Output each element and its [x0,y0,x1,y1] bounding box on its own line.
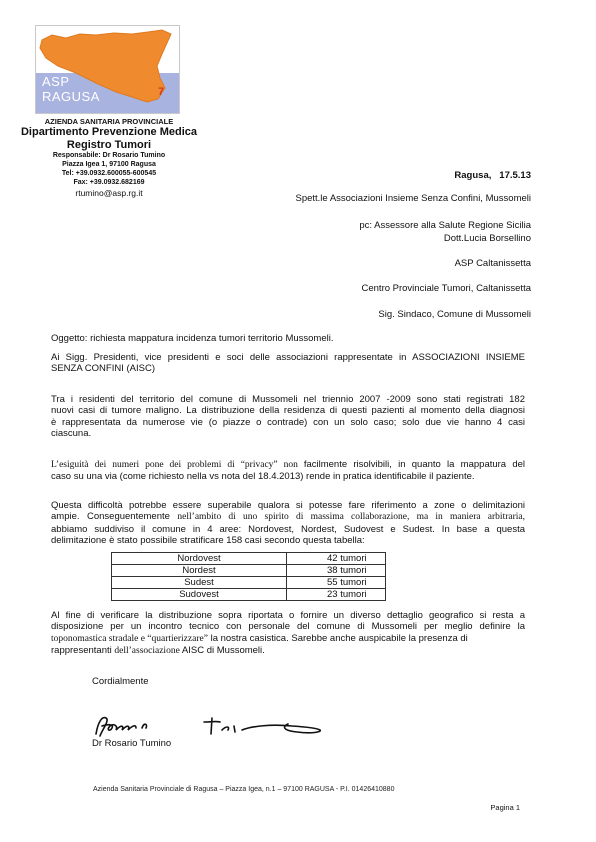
area-cell: Nordovest [112,553,287,565]
meeting-paragraph [51,610,525,657]
privacy-paragraph [51,459,525,483]
sans-text: AISC di Mussomeli. [179,644,265,656]
sans-text: facilmente risolvibili, in quanto la mappatura del [303,459,526,470]
address: Piazza Igea 1, 97100 Ragusa [62,161,156,168]
asp-logo [35,25,180,114]
fax: Fax: +39.0932.682169 [73,179,145,186]
text-line: abbiamo suddiviso il comune in 4 aree: Nordovest, Nordest, Sudovest e Sudest. In base a questa [51,523,525,535]
salutation-paragraph [51,352,525,375]
area-cell: Sudovest [112,589,287,601]
recipient-line: ASP Caltanissetta [454,258,531,269]
sans-text: la nostra casistica. Sarebbe anche auspicabile la presenza di [207,632,468,644]
table-row [112,565,386,577]
recipient-line: Spett.le Associazioni Insieme Senza Confini, Mussomeli [295,193,531,204]
serif-text: nell’ambito di uno spirito di massima collaborazione, ma in maniera arbitraria, [177,512,525,523]
text-line [51,645,525,657]
logo-asp-text: ASP [42,74,70,89]
text-line [51,459,525,471]
table-row [112,553,386,565]
serif-text: toponomastica stradale e “quartierizzare” [51,633,208,644]
closing-greeting: Cordialmente [92,676,149,687]
page-number: Pagina 1 [490,803,520,812]
recipient-line: Sig. Sindaco, Comune di Mussomeli [378,309,531,320]
responsible: Responsabile: Dr Rosario Tumino [52,152,166,159]
department-title: Dipartimento Prevenzione Medica [20,126,198,138]
count-cell: 42 tumori [287,553,386,565]
serif-text: dell’associazione [114,645,180,656]
table-row [112,589,386,601]
text-line: Ai Sigg. Presidenti, vice presidenti e soci delle associazioni rappresentate in ASSOCIAZIONI INSIEME [51,352,525,363]
date-place: Ragusa, [454,170,492,181]
text-line: ciascuna. [51,427,92,439]
count-cell: 55 tumori [287,577,386,589]
recipient-line: pc: Assessore alla Salute Regione Sicilia [359,220,531,231]
registry-title: Registro Tumori [66,139,152,151]
date-value: 17.5.13 [499,170,531,181]
incidence-paragraph [51,394,525,439]
logo-ragusa-text: RAGUSA [42,89,100,104]
text-line [51,633,525,645]
text-line: nuovi casi di tumore maligno. La distribuzione della residenza di questi pazienti al momento della diagnosi [51,405,525,417]
telephone: Tel: +39.0932.600055-600545 [61,170,157,177]
serif-text: L’esiguità dei numeri pone dei problemi di “privacy” non [51,460,304,470]
recipient-line: Centro Provinciale Tumori, Caltanissetta [361,283,531,294]
areas-paragraph [51,500,525,546]
signer-name: Dr Rosario Tumino [92,738,172,749]
org-type: AZIENDA SANITARIA PROVINCIALE [44,117,174,126]
subject-line: Oggetto: richiesta mappatura incidenza tumori territorio Mussomeli. [51,333,334,344]
letter-date [454,170,531,181]
tumor-area-table [111,552,386,601]
text-line: disposizione per un incontro tecnico con personale del comune di Mussomeli per meglio definire la [51,621,525,633]
page-footer: Azienda Sanitaria Provinciale di Ragusa – Piazza Igea, n.1 – 97100 RAGUSA - P.I. 01426410880 [93,786,395,793]
count-cell: 38 tumori [287,565,386,577]
text-line: Questa difficoltà potrebbe essere superabile qualora si potesse fare riferimento a zone o delimitazioni [51,500,525,511]
text-line: Al fine di verificare la distribuzione sopra riportata o fornire un diverso dettaglio geografico si resta a [51,610,525,621]
text-line: è rappresentata da numerose vie (o piazze o contrade) con un solo caso; solo due vie hanno 4 casi [51,416,525,428]
area-cell: Nordest [112,565,287,577]
text-line: SENZA CONFINI (AISC) [51,363,155,375]
text-line [51,511,525,523]
table-row [112,577,386,589]
recipient-line: Dott.Lucia Borsellino [443,233,531,244]
text-line: delimitazione è stato possibile stratificare 158 casi secondo questa tabella: [51,534,365,546]
area-cell: Sudest [112,577,287,589]
text-line: caso su una via (come richiesto nella vs nota del 18.4.2013) rende in pratica identificabile il paziente. [51,471,475,483]
sans-text: rappresentanti [51,644,115,656]
logo-number: 7 [158,86,165,98]
email-link[interactable]: rtumino@asp.rg.it [75,188,143,198]
count-cell: 23 tumori [287,589,386,601]
sans-text: ampie. Conseguentemente [51,511,178,523]
text-line: Tra i residenti del territorio del comune di Mussomeli nel triennio 2007 -2009 sono stati registrati 182 [51,394,525,405]
